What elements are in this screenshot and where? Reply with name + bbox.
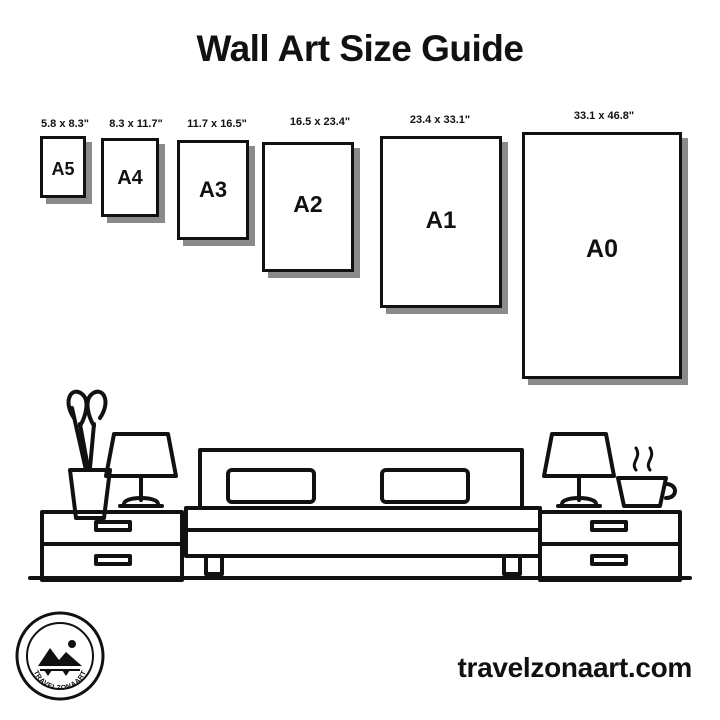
frame-a4-box — [101, 138, 159, 217]
bedroom-scene — [0, 378, 720, 603]
pillow-right — [382, 470, 468, 502]
website-url[interactable]: travelzonaart.com — [457, 652, 692, 683]
frame-a2-dimensions: 16.5 x 23.4" — [289, 116, 351, 128]
frame-a0-box — [522, 132, 682, 379]
frame-a2-label: A2 — [293, 191, 323, 217]
bedroom-illustration — [0, 378, 720, 603]
coffee-cup — [618, 448, 675, 506]
frame-a5-dimensions: 5.8 x 8.3" — [40, 118, 90, 130]
frame-a0-label: A0 — [586, 235, 618, 263]
nightstand-right — [540, 512, 680, 580]
vase-with-flowers — [69, 392, 110, 518]
frame-a3-label: A3 — [198, 177, 228, 202]
page-title: Wall Art Size Guide — [196, 28, 524, 69]
frame-a2-box — [262, 142, 354, 272]
frame-a1-dimensions: 23.4 x 33.1" — [409, 114, 471, 126]
bed — [186, 450, 540, 574]
size-chart — [0, 100, 720, 400]
frame-a1-label: A1 — [425, 207, 457, 234]
table-lamp-right — [544, 434, 614, 506]
frame-a0-dimensions: 33.1 x 46.8" — [573, 110, 635, 122]
frame-a5-box — [40, 136, 86, 198]
frame-a5-label: A5 — [51, 159, 75, 179]
logo-text-bottom: TRAVELZONAART — [31, 669, 89, 693]
frame-a1-box — [380, 136, 502, 308]
mountain-icon — [38, 640, 82, 670]
pillow-left — [228, 470, 314, 502]
frame-a3-box — [177, 140, 249, 240]
table-lamp-left — [106, 434, 176, 506]
nightstand-left — [42, 512, 182, 580]
frame-a3-dimensions: 11.7 x 16.5" — [187, 118, 247, 130]
brand-logo — [14, 610, 106, 702]
frame-a4-label: A4 — [117, 167, 143, 189]
frame-a4-dimensions: 8.3 x 11.7" — [109, 118, 163, 130]
